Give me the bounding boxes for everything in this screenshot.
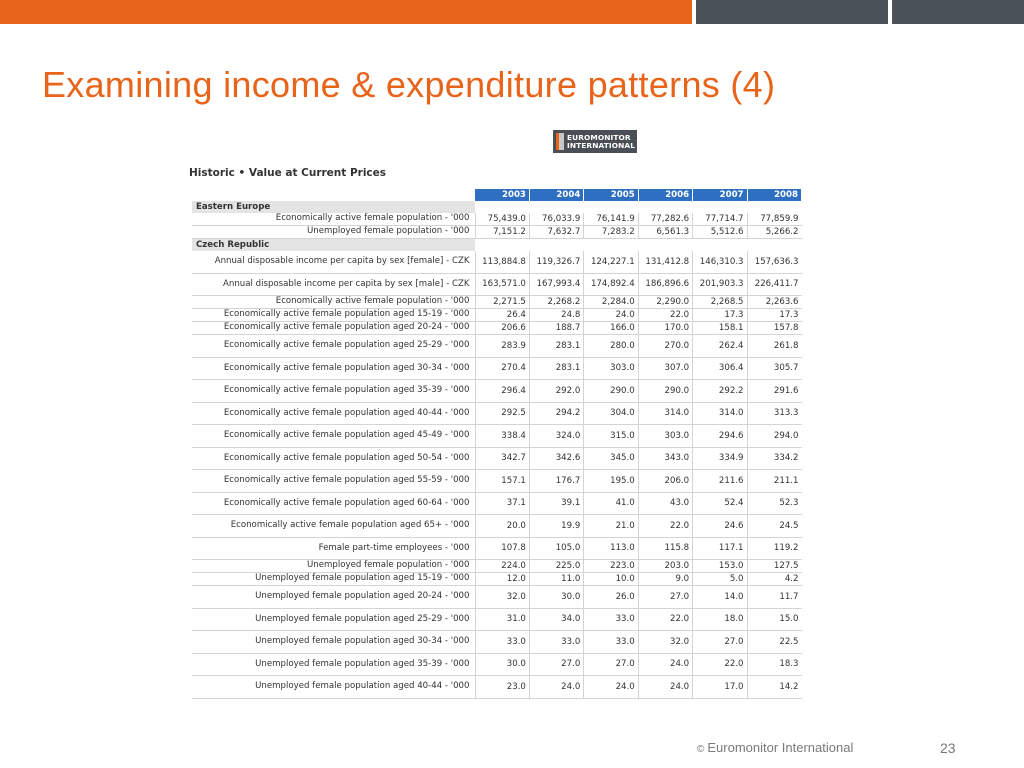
row-label: Unemployed female population aged 30-34 - '000 [192, 631, 475, 654]
copyright-symbol: © [697, 744, 705, 755]
value-cell: 342.7 [475, 447, 529, 470]
value-cell: 2,284.0 [584, 296, 638, 309]
value-cell: 5.0 [693, 573, 747, 586]
row-label: Unemployed female population - '000 [192, 560, 475, 573]
value-cell: 343.0 [638, 447, 692, 470]
value-cell: 292.0 [529, 380, 583, 403]
table-row [192, 213, 802, 226]
value-cell: 157.1 [475, 470, 529, 493]
value-cell: 131,412.8 [638, 251, 692, 273]
value-cell: 7,632.7 [529, 226, 583, 239]
value-cell: 113.0 [584, 537, 638, 560]
value-cell: 176.7 [529, 470, 583, 493]
value-cell: 186,896.6 [638, 273, 692, 296]
year-header: 2006 [638, 189, 692, 201]
table-heading: Historic • Value at Current Prices [189, 167, 387, 179]
euromonitor-logo [553, 130, 637, 153]
value-cell: 14.2 [747, 676, 801, 699]
row-label: Economically active female population aged 65+ - '000 [192, 515, 475, 538]
slide-title: Examining income & expenditure patterns (4) [42, 64, 776, 105]
value-cell: 26.0 [584, 586, 638, 609]
table-row [192, 537, 802, 560]
table-row [192, 335, 802, 358]
value-cell: 2,271.5 [475, 296, 529, 309]
value-cell: 37.1 [475, 492, 529, 515]
value-cell: 163,571.0 [475, 273, 529, 296]
value-cell: 27.0 [693, 631, 747, 654]
value-cell: 32.0 [475, 586, 529, 609]
banner-dark-segment [696, 0, 888, 24]
value-cell: 283.9 [475, 335, 529, 358]
row-label: Unemployed female population aged 15-19 - '000 [192, 573, 475, 586]
value-cell: 270.4 [475, 357, 529, 380]
row-label: Economically active female population aged 50-54 - '000 [192, 447, 475, 470]
value-cell: 314.0 [693, 402, 747, 425]
value-cell: 296.4 [475, 380, 529, 403]
value-cell: 26.4 [475, 309, 529, 322]
logo-wordmark [567, 134, 635, 150]
value-cell: 225.0 [529, 560, 583, 573]
header-blank-cell [192, 189, 475, 201]
value-cell: 283.1 [529, 357, 583, 380]
data-table [192, 189, 802, 699]
value-cell: 174,892.4 [584, 273, 638, 296]
year-header-row [192, 189, 802, 201]
value-cell: 119.2 [747, 537, 801, 560]
value-cell: 24.8 [529, 309, 583, 322]
value-cell: 314.0 [638, 402, 692, 425]
value-cell: 206.6 [475, 322, 529, 335]
year-header: 2004 [529, 189, 583, 201]
value-cell: 75,439.0 [475, 213, 529, 226]
value-cell: 157.8 [747, 322, 801, 335]
row-label: Economically active female population aged 40-44 - '000 [192, 402, 475, 425]
value-cell: 27.0 [638, 586, 692, 609]
value-cell: 211.6 [693, 470, 747, 493]
banner-dark-segment-right [892, 0, 1024, 24]
value-cell: 294.2 [529, 402, 583, 425]
value-cell: 77,282.6 [638, 213, 692, 226]
value-cell: 12.0 [475, 573, 529, 586]
value-cell: 17.3 [693, 309, 747, 322]
value-cell: 23.0 [475, 676, 529, 699]
value-cell: 224.0 [475, 560, 529, 573]
value-cell: 105.0 [529, 537, 583, 560]
value-cell: 33.0 [584, 608, 638, 631]
value-cell: 11.7 [747, 586, 801, 609]
value-cell: 21.0 [584, 515, 638, 538]
value-cell: 33.0 [529, 631, 583, 654]
value-cell: 292.2 [693, 380, 747, 403]
value-cell: 107.8 [475, 537, 529, 560]
value-cell: 31.0 [475, 608, 529, 631]
value-cell: 270.0 [638, 335, 692, 358]
value-cell: 24.0 [584, 309, 638, 322]
row-label: Unemployed female population aged 25-29 - '000 [192, 608, 475, 631]
value-cell: 315.0 [584, 425, 638, 448]
value-cell: 22.0 [693, 653, 747, 676]
value-cell: 206.0 [638, 470, 692, 493]
value-cell: 9.0 [638, 573, 692, 586]
value-cell: 334.2 [747, 447, 801, 470]
value-cell: 307.0 [638, 357, 692, 380]
section-label: Czech Republic [192, 239, 475, 252]
value-cell: 166.0 [584, 322, 638, 335]
row-label: Unemployed female population aged 35-39 - '000 [192, 653, 475, 676]
value-cell: 18.3 [747, 653, 801, 676]
value-cell: 223.0 [584, 560, 638, 573]
row-label: Unemployed female population aged 20-24 - '000 [192, 586, 475, 609]
table-row [192, 425, 802, 448]
value-cell: 34.0 [529, 608, 583, 631]
value-cell: 22.0 [638, 608, 692, 631]
value-cell: 2,263.6 [747, 296, 801, 309]
table-row [192, 608, 802, 631]
value-cell: 17.0 [693, 676, 747, 699]
logo-line-1: EUROMONITOR [567, 132, 631, 142]
table-row [192, 402, 802, 425]
value-cell: 77,859.9 [747, 213, 801, 226]
value-cell: 41.0 [584, 492, 638, 515]
table-row [192, 676, 802, 699]
table-row [192, 357, 802, 380]
value-cell: 153.0 [693, 560, 747, 573]
value-cell: 342.6 [529, 447, 583, 470]
table-row [192, 309, 802, 322]
value-cell: 283.1 [529, 335, 583, 358]
value-cell: 226,411.7 [747, 273, 801, 296]
logo-line-2: INTERNATIONAL [567, 140, 636, 150]
value-cell: 305.7 [747, 357, 801, 380]
table-row [192, 251, 802, 273]
value-cell: 24.0 [638, 653, 692, 676]
value-cell: 306.4 [693, 357, 747, 380]
value-cell: 7,283.2 [584, 226, 638, 239]
value-cell: 52.3 [747, 492, 801, 515]
year-header: 2007 [693, 189, 747, 201]
table-row [192, 296, 802, 309]
value-cell: 24.6 [693, 515, 747, 538]
row-label: Annual disposable income per capita by sex [male] - CZK [192, 273, 475, 296]
value-cell: 30.0 [475, 653, 529, 676]
row-label: Annual disposable income per capita by sex [female] - CZK [192, 251, 475, 273]
logo-mark-icon [556, 133, 564, 150]
value-cell: 195.0 [584, 470, 638, 493]
section-header-row [192, 239, 802, 252]
value-cell: 324.0 [529, 425, 583, 448]
value-cell: 22.0 [638, 309, 692, 322]
value-cell: 2,290.0 [638, 296, 692, 309]
value-cell: 157,636.3 [747, 251, 801, 273]
page-number: 23 [940, 740, 956, 756]
table-row [192, 586, 802, 609]
row-label: Unemployed female population aged 40-44 - '000 [192, 676, 475, 699]
value-cell: 27.0 [584, 653, 638, 676]
value-cell: 24.0 [638, 676, 692, 699]
value-cell: 115.8 [638, 537, 692, 560]
value-cell: 303.0 [638, 425, 692, 448]
top-banner [0, 0, 1024, 24]
value-cell: 7,151.2 [475, 226, 529, 239]
row-label: Economically active female population aged 15-19 - '000 [192, 309, 475, 322]
value-cell: 201,903.3 [693, 273, 747, 296]
value-cell: 345.0 [584, 447, 638, 470]
year-header: 2003 [475, 189, 529, 201]
row-label: Economically active female population - '000 [192, 296, 475, 309]
value-cell: 211.1 [747, 470, 801, 493]
value-cell: 146,310.3 [693, 251, 747, 273]
value-cell: 14.0 [693, 586, 747, 609]
table-row [192, 573, 802, 586]
value-cell: 334.9 [693, 447, 747, 470]
value-cell: 5,512.6 [693, 226, 747, 239]
banner-orange-segment [0, 0, 692, 24]
row-label: Economically active female population aged 55-59 - '000 [192, 470, 475, 493]
value-cell: 52.4 [693, 492, 747, 515]
value-cell: 11.0 [529, 573, 583, 586]
value-cell: 30.0 [529, 586, 583, 609]
value-cell: 24.0 [529, 676, 583, 699]
row-label: Female part-time employees - '000 [192, 537, 475, 560]
section-header-row [192, 201, 802, 213]
table-row [192, 322, 802, 335]
value-cell: 17.3 [747, 309, 801, 322]
table-row [192, 631, 802, 654]
value-cell: 5,266.2 [747, 226, 801, 239]
value-cell: 113,884.8 [475, 251, 529, 273]
row-label: Economically active female population aged 20-24 - '000 [192, 322, 475, 335]
value-cell: 76,033.9 [529, 213, 583, 226]
value-cell: 22.0 [638, 515, 692, 538]
row-label: Economically active female population aged 60-64 - '000 [192, 492, 475, 515]
value-cell: 19.9 [529, 515, 583, 538]
value-cell: 290.0 [638, 380, 692, 403]
value-cell: 292.5 [475, 402, 529, 425]
value-cell: 6,561.3 [638, 226, 692, 239]
value-cell: 290.0 [584, 380, 638, 403]
row-label: Economically active female population aged 35-39 - '000 [192, 380, 475, 403]
table-row [192, 380, 802, 403]
table-row [192, 560, 802, 573]
value-cell: 2,268.5 [693, 296, 747, 309]
value-cell: 2,268.2 [529, 296, 583, 309]
value-cell: 76,141.9 [584, 213, 638, 226]
value-cell: 170.0 [638, 322, 692, 335]
row-label: Economically active female population aged 30-34 - '000 [192, 357, 475, 380]
row-label: Economically active female population aged 45-49 - '000 [192, 425, 475, 448]
value-cell: 203.0 [638, 560, 692, 573]
row-label: Unemployed female population - '000 [192, 226, 475, 239]
row-label: Economically active female population aged 25-29 - '000 [192, 335, 475, 358]
table-row [192, 226, 802, 239]
value-cell: 39.1 [529, 492, 583, 515]
value-cell: 20.0 [475, 515, 529, 538]
value-cell: 291.6 [747, 380, 801, 403]
value-cell: 24.0 [584, 676, 638, 699]
footer-company: Euromonitor International [707, 740, 854, 755]
value-cell: 10.0 [584, 573, 638, 586]
value-cell: 158.1 [693, 322, 747, 335]
table-row [192, 273, 802, 296]
value-cell: 127.5 [747, 560, 801, 573]
year-header: 2005 [584, 189, 638, 201]
value-cell: 124,227.1 [584, 251, 638, 273]
table-row [192, 653, 802, 676]
year-header: 2008 [747, 189, 801, 201]
value-cell: 261.8 [747, 335, 801, 358]
value-cell: 338.4 [475, 425, 529, 448]
table-row [192, 492, 802, 515]
value-cell: 27.0 [529, 653, 583, 676]
value-cell: 22.5 [747, 631, 801, 654]
value-cell: 4.2 [747, 573, 801, 586]
footer-copyright [697, 740, 853, 755]
value-cell: 24.5 [747, 515, 801, 538]
table-row [192, 447, 802, 470]
value-cell: 294.0 [747, 425, 801, 448]
row-label: Economically active female population - '000 [192, 213, 475, 226]
value-cell: 304.0 [584, 402, 638, 425]
value-cell: 117.1 [693, 537, 747, 560]
section-pad [475, 239, 802, 252]
value-cell: 18.0 [693, 608, 747, 631]
value-cell: 33.0 [475, 631, 529, 654]
section-pad [475, 201, 802, 213]
value-cell: 262.4 [693, 335, 747, 358]
value-cell: 43.0 [638, 492, 692, 515]
value-cell: 33.0 [584, 631, 638, 654]
table-row [192, 515, 802, 538]
value-cell: 167,993.4 [529, 273, 583, 296]
value-cell: 303.0 [584, 357, 638, 380]
value-cell: 188.7 [529, 322, 583, 335]
value-cell: 15.0 [747, 608, 801, 631]
value-cell: 313.3 [747, 402, 801, 425]
value-cell: 294.6 [693, 425, 747, 448]
table-row [192, 470, 802, 493]
value-cell: 119,326.7 [529, 251, 583, 273]
value-cell: 77,714.7 [693, 213, 747, 226]
section-label: Eastern Europe [192, 201, 475, 213]
value-cell: 32.0 [638, 631, 692, 654]
value-cell: 280.0 [584, 335, 638, 358]
